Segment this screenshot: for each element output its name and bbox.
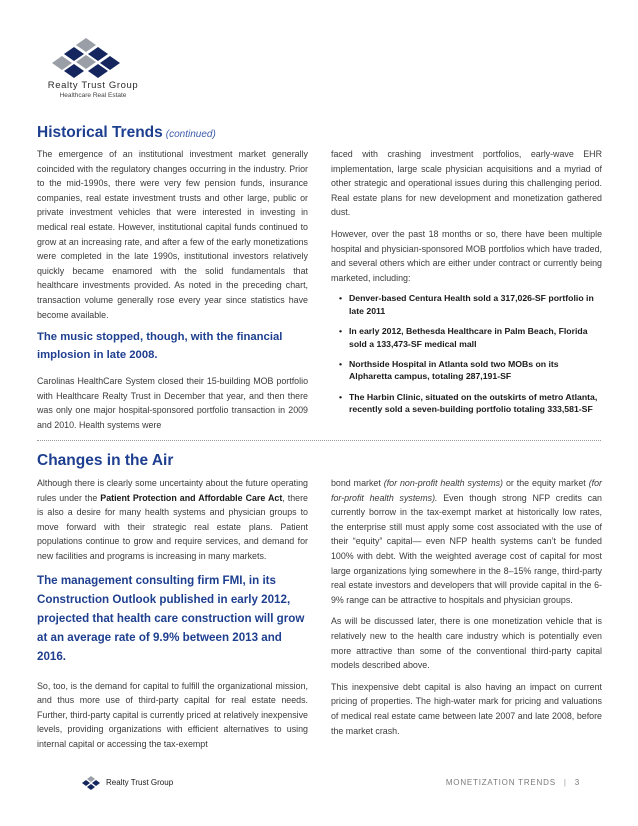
footer-separator: | [563, 778, 567, 787]
logo-text [38, 80, 148, 99]
pull-quote: The management consulting firm FMI, in its Construction Outlook published in early 2012, projected that health care construction will grow at an average rate of 9.9% between 2013 and 2016. [37, 573, 305, 664]
footer-section-name: MONETIZATION TRENDS [445, 778, 556, 787]
body-paragraph [37, 476, 308, 564]
section2-right-column [331, 476, 602, 745]
section-title: Changes in the Air [37, 452, 174, 469]
list-item: • In early 2012, Bethesda Healthcare in Palm Beach, Florida sold a 133,473-SF medical mall [339, 325, 602, 350]
section1-right-column [331, 147, 602, 424]
body-paragraph: This inexpensive debt capital is also having an impact on current pricing of properties. The high-water mark for pricing and valuations of medical real estate came between late 2007 and late 2008, before the market crash. [331, 681, 602, 736]
text-run: Even though strong NFP credits can currently borrow in the tax-exempt market at historically low rates, the enterprise still must apply some cost associated with the use of their “equity” capital— even NFP health systems can’t be funded 100% with debt. With the weighted average cost of capital for most large organizations lying somewhere in the 8–15% range, third-party real estate investors and developers that will provide capital in the 6-9% range can be attractive to hospitals and physician groups. [331, 492, 602, 605]
section2-left-column [37, 476, 308, 759]
text-run: Although there is clearly some uncertainty about the future operating rules under the [37, 478, 308, 503]
body-paragraph: So, too, is the demand for capital to fulfill the organizational mission, and thus more use of third-party capital for real estate needs. Further, third-party capital is currently priced at relatively inexpensive levels, providing organizations with efficient alternatives to using internal capital or accessing the tax-exempt [37, 680, 308, 749]
section-heading-historical-trends [37, 124, 216, 142]
portfolio-list [331, 292, 602, 415]
pull-quote: The music stopped, though, with the financial implosion in late 2008. [37, 331, 283, 361]
page-number: 3 [574, 778, 580, 787]
logo-diamond-gray-top [76, 38, 96, 52]
body-paragraph: faced with crashing investment portfolios, early-wave EHR implementation, large scale physician acquisitions and a myriad of other strategic and operational issues during this challenging period. Real estate plans for new development and monetization gathered dust. [331, 149, 602, 218]
list-item: • Denver-based Centura Health sold a 317,026-SF portfolio in late 2011 [339, 292, 602, 317]
body-paragraph: Carolinas HealthCare System closed their 15-building MOB portfolio with Healthcare Realty Trust in December that year, and then there was only one major hospital-sponsored portfolio transaction in 2009 and 2010. Health systems were [37, 376, 308, 430]
section1-left-column [37, 147, 308, 440]
section-title: Historical Trends [37, 124, 163, 141]
act-name: Patient Protection and Affordable Care Act [100, 492, 283, 503]
text-run: bond market [331, 478, 384, 488]
logo-tagline: Healthcare Real Estate [59, 92, 127, 99]
footer-page-info [446, 778, 580, 787]
text-run: or the equity market [503, 478, 589, 488]
body-paragraph: However, over the past 18 months or so, there have been multiple hospital and physician-sponsored MOB portfolios which have traded, and several others which are either under contract or currently being marketed, including: [331, 228, 602, 283]
body-paragraph: The emergence of an institutional investment market generally coincided with the regulatory changes occurring in the industry. Prior to the mid-1990s, there were very few pension funds, insurance companies, real estate investment trusts and other large, public or private investment vehicles that were interested in investing in medical real estate. However, institutional capital funds continued to grow at an increasing rate, and after a few of the early monetizations were completed in the late 1990s, institutional investors relatively quickly became enamored with the solid fundamentals that healthcare investments provided. As noted in the preceding chart, transaction volume generally rose every year since statistics have become available. [37, 149, 308, 320]
text-run: , there is also a desire for many health systems and physician groups to move forward with their strategic real estate plans. Patient populations continue to grow and require services, and demand for new facilities and programs is increasing in many markets. [37, 492, 308, 561]
section-divider [37, 440, 601, 441]
body-paragraph [331, 476, 602, 607]
body-paragraph: As will be discussed later, there is one monetization vehicle that is relatively new to the health care industry which is potentially even more attractive than some of the conventional third-party capital models described above. [331, 616, 602, 671]
italic-run: (for non-profit health systems) [383, 478, 504, 488]
footer-logo-icon [80, 775, 102, 791]
list-item: • Northside Hospital in Atlanta sold two MOBs on its Alpharetta campus, totaling 287,191-SF [339, 358, 602, 383]
list-item: • The Harbin Clinic, situated on the outskirts of metro Atlanta, recently sold a seven-building portfolio totaling 333,581-SF [339, 391, 602, 416]
italic-run: (for for-profit health systems). [331, 478, 602, 503]
logo-name: Realty Trust Group [47, 80, 139, 91]
section-heading-changes-in-the-air [37, 452, 173, 470]
continued-label: (continued) [165, 129, 216, 140]
footer-brand: Realty Trust Group [106, 778, 174, 787]
